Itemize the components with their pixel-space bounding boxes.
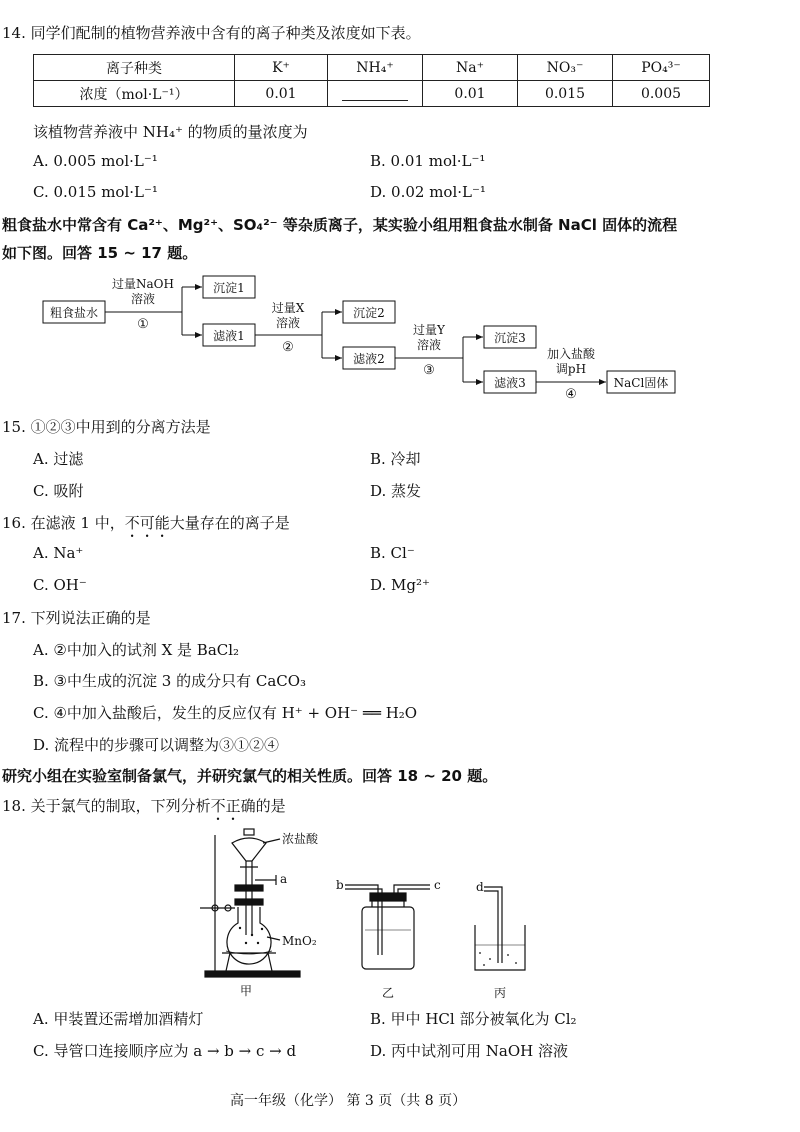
flask — [227, 907, 271, 964]
label-port-c: c — [434, 878, 441, 892]
step1-num: ① — [137, 317, 149, 332]
q16-stem — [2, 512, 290, 541]
flow-ppt2: 沉淀2 — [353, 306, 385, 320]
step4-reagent-2: 调pH — [555, 362, 587, 376]
q14-question: 该植物营养液中 NH₄⁺ 的物质的量浓度为 — [33, 123, 308, 141]
ion-cell: PO₄³⁻ — [613, 55, 710, 81]
ion-cell: Na⁺ — [423, 55, 518, 81]
q18-stem-post: 确的是 — [240, 797, 286, 815]
flow-ppt3: 沉淀3 — [494, 331, 526, 345]
option-b: B. 甲中 HCl 部分被氧化为 Cl₂ — [370, 1010, 577, 1028]
page-footer: 高一年级（化学） 第 3 页（共 8 页） — [230, 1093, 467, 1109]
beaker — [475, 925, 525, 970]
option-d: D. 0.02 mol·L⁻¹ — [370, 183, 486, 201]
label-mno2: MnO₂ — [282, 934, 317, 948]
option-a: A. 过滤 — [33, 450, 84, 468]
q16-stem-post: 大量存在的离子是 — [169, 514, 290, 532]
option-d: D. 流程中的步骤可以调整为③①②④ — [33, 736, 280, 754]
flow-product: NaCl固体 — [613, 376, 669, 390]
option-a: A. Na⁺ — [33, 544, 84, 562]
ion-cell: NO₃⁻ — [518, 55, 613, 81]
flow-filt3: 滤液3 — [494, 376, 526, 390]
q17-stem: 17. 下列说法正确的是 — [2, 609, 151, 627]
option-a: A. ②中加入的试剂 X 是 BaCl₂ — [33, 641, 240, 659]
step3-num: ③ — [423, 363, 435, 378]
value-cell: 0.015 — [518, 81, 613, 107]
flow-filt2: 滤液2 — [353, 352, 385, 366]
label-port-a: a — [280, 872, 288, 886]
q16-stem-pre: 16. 在滤液 1 中， — [2, 514, 125, 532]
ion-cell: NH₄⁺ — [328, 55, 423, 81]
step1-reagent: 过量NaOH — [112, 277, 174, 291]
step2-reagent: 过量X — [271, 301, 305, 315]
step2-reagent-2: 溶液 — [275, 316, 301, 330]
flow-start: 粗食盐水 — [49, 306, 99, 320]
flow-filt1: 滤液1 — [213, 329, 245, 343]
step4-num: ④ — [565, 387, 577, 402]
table-row — [34, 55, 710, 81]
intro-18-20: 研究小组在实验室制备氯气，并研究氯气的相关性质。回答 18 ~ 20 题。 — [2, 767, 498, 785]
q18-stem-pre: 18. 关于氯气的制取，下列分析 — [2, 797, 211, 815]
table-header-cell: 浓度（mol·L⁻¹） — [34, 81, 235, 107]
apparatus-figure — [180, 825, 540, 1003]
option-d: D. Mg²⁺ — [370, 576, 430, 594]
step3-reagent-2: 溶液 — [416, 338, 442, 352]
option-c: C. ④中加入盐酸后，发生的反应仅有 H⁺ + OH⁻ ══ H₂O — [33, 704, 418, 722]
q18-emphasis: 不正 — [210, 797, 241, 815]
flow-ppt1: 沉淀1 — [213, 281, 245, 295]
option-d: D. 丙中试剂可用 NaOH 溶液 — [370, 1042, 569, 1060]
ion-table — [33, 54, 710, 107]
table-header-cell: 离子种类 — [34, 55, 235, 81]
step3-reagent: 过量Y — [413, 323, 445, 337]
value-cell: 0.01 — [423, 81, 518, 107]
intro-15-17-line2: 如下图。回答 15 ~ 17 题。 — [2, 244, 198, 262]
label-port-d: d — [476, 880, 484, 894]
option-a: A. 甲装置还需增加酒精灯 — [33, 1010, 204, 1028]
ion-cell: K⁺ — [235, 55, 328, 81]
option-c: C. 吸附 — [33, 482, 84, 500]
stand-base — [205, 971, 300, 977]
label-bing: 丙 — [493, 986, 507, 1000]
intro-15-17-line1: 粗食盐水中常含有 Ca²⁺、Mg²⁺、SO₄²⁻ 等杂质离子，某实验小组用粗食盐水制备 NaCl 固体的流程 — [2, 216, 678, 234]
option-c: C. 0.015 mol·L⁻¹ — [33, 183, 158, 201]
answer-blank — [342, 86, 408, 101]
option-b: B. 0.01 mol·L⁻¹ — [370, 152, 486, 170]
step2-num: ② — [282, 340, 294, 355]
option-d: D. 蒸发 — [370, 482, 422, 500]
separatory-funnel — [232, 838, 266, 861]
option-c: C. OH⁻ — [33, 576, 87, 594]
wash-bottle — [362, 907, 414, 969]
q18-stem — [2, 795, 286, 824]
table-row — [34, 81, 710, 107]
step4-reagent: 加入盐酸 — [546, 347, 596, 361]
blank-cell — [328, 81, 423, 107]
q14-stem: 14. 同学们配制的植物营养液中含有的离子种类及浓度如下表。 — [2, 24, 421, 42]
label-jia: 甲 — [239, 984, 253, 998]
option-b: B. Cl⁻ — [370, 544, 415, 562]
label-hcl: 浓盐酸 — [282, 832, 319, 846]
flow-diagram — [0, 270, 800, 410]
value-cell: 0.005 — [613, 81, 710, 107]
value-cell: 0.01 — [235, 81, 328, 107]
option-a: A. 0.005 mol·L⁻¹ — [33, 152, 158, 170]
q16-emphasis: 不可能 — [124, 514, 170, 532]
label-port-b: b — [336, 878, 344, 892]
label-yi: 乙 — [381, 986, 395, 1000]
option-c: C. 导管口连接顺序应为 a → b → c → d — [33, 1042, 297, 1060]
option-b: B. 冷却 — [370, 450, 421, 468]
option-b: B. ③中生成的沉淀 3 的成分只有 CaCO₃ — [33, 672, 307, 690]
q15-stem: 15. ①②③中用到的分离方法是 — [2, 418, 211, 436]
step1-reagent-2: 溶液 — [130, 292, 156, 306]
